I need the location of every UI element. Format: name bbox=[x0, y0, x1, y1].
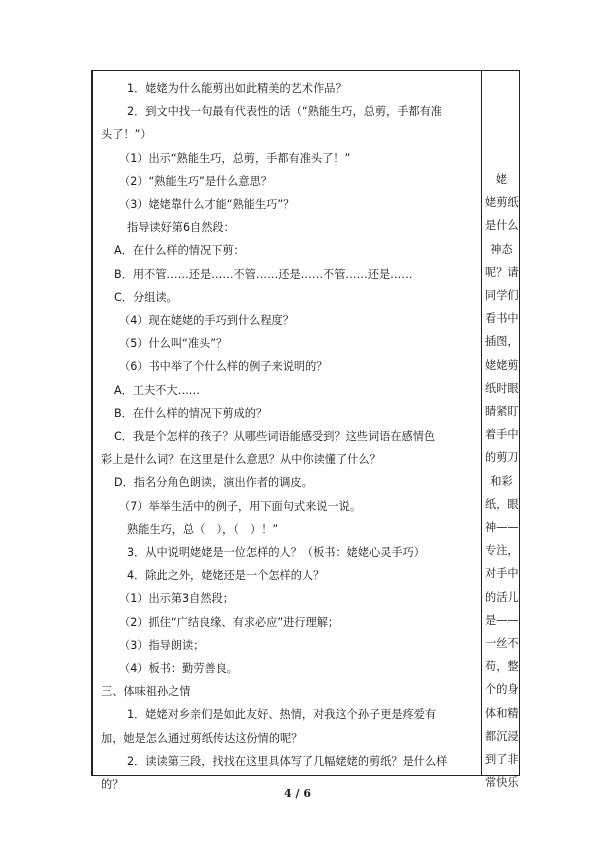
content-line: C．我是个怎样的孩子？从哪些词语能感受到？这些词语在感情色 bbox=[114, 430, 436, 444]
side-note-line: 姥 bbox=[495, 173, 508, 186]
content-line: （3）指导朗读； bbox=[119, 638, 205, 652]
side-note-line: 神—— bbox=[485, 521, 519, 535]
content-line: B．用不管……还是……不管……还是……不管……还是…… bbox=[114, 267, 413, 281]
content-line: 加，她是怎么通过剪纸传达这份情的呢？ bbox=[101, 731, 303, 745]
side-note-line: 姥剪纸 bbox=[485, 196, 519, 210]
side-note-line: 体和精 bbox=[485, 706, 519, 720]
side-note-line: 都沉浸 bbox=[485, 729, 519, 743]
side-note-line: 插图， bbox=[485, 335, 519, 349]
content-line: B．在什么样的情况下剪成的？ bbox=[114, 406, 268, 420]
content-line: 1．姥姥为什么能剪出如此精美的艺术作品？ bbox=[127, 82, 347, 95]
content-line: （2）抓住“广结良缘、有求必应”进行理解； bbox=[119, 615, 340, 629]
side-note-line: 苟，整 bbox=[485, 660, 519, 674]
content-line: C．分组读。 bbox=[114, 290, 178, 304]
content-line: （3）姥姥靠什么才能“熟能生巧”？ bbox=[119, 198, 295, 212]
content-line: 2．读读第三段，找找在这里具体写了几幅姥姥的剪纸？是什么样 bbox=[127, 754, 448, 768]
content-line: （5）什么叫“准头”？ bbox=[119, 337, 228, 351]
content-line: 彩上是什么词？在这里是什么意思？从中你读懂了什么？ bbox=[101, 453, 381, 467]
content-line: D．指名分角色朗读，演出作者的调皮。 bbox=[114, 476, 313, 490]
content-line: A．在什么样的情况下剪： bbox=[114, 244, 245, 258]
side-note-line: 睛紧盯 bbox=[485, 405, 519, 419]
content-line: （6）书中举了个什么样的例子来说明的？ bbox=[119, 360, 328, 374]
side-note-line: 的剪刀 bbox=[485, 451, 519, 465]
content-line: （4）板书：勤劳善良。 bbox=[119, 662, 238, 676]
side-note-line: 神态 bbox=[490, 242, 513, 256]
column-divider bbox=[481, 70, 482, 776]
content-line: （7）举举生活中的例子，用下面句式来说一说。 bbox=[119, 499, 362, 513]
side-note-line: 常快乐 bbox=[485, 776, 519, 790]
side-note-line: 一丝不 bbox=[485, 637, 519, 651]
content-line: 的？ bbox=[101, 778, 124, 792]
side-note-line: 同学们 bbox=[485, 289, 519, 303]
side-note-line: 呢？请 bbox=[485, 265, 519, 279]
side-notes-column bbox=[485, 168, 518, 794]
side-note-line: 纸，眼 bbox=[485, 497, 519, 511]
content-line: （4）现在姥姥的手巧到什么程度？ bbox=[119, 314, 294, 328]
left-margin-column bbox=[78, 70, 92, 776]
content-line: A．工夫不大…… bbox=[114, 383, 200, 397]
side-note-line: 到了非 bbox=[485, 753, 519, 767]
side-note-line: 看书中 bbox=[485, 312, 519, 326]
content-line: 1．姥姥对乡亲们是如此友好、热情，对我这个孙子更是疼爱有 bbox=[127, 708, 437, 722]
content-line: （2）“熟能生巧”是什么意思？ bbox=[119, 174, 272, 188]
side-note-line: 着手中 bbox=[485, 428, 519, 442]
side-note-line: 和彩 bbox=[490, 474, 513, 488]
content-line: 3．从中说明姥姥是一位怎样的人？（板书：姥姥心灵手巧） bbox=[127, 546, 425, 560]
content-line: 2．到文中找一句最有代表性的话（“熟能生巧，总剪，手都有准 bbox=[127, 105, 442, 119]
lesson-content-column bbox=[101, 77, 473, 796]
content-line: 熟能生巧，总（ ），（ ）！” bbox=[127, 522, 279, 536]
content-line: 指导读好第6自然段： bbox=[127, 221, 235, 235]
content-line: （1）出示“熟能生巧，总剪，手都有准头了！” bbox=[119, 151, 351, 165]
side-note-line: 姥姥剪 bbox=[485, 358, 519, 372]
side-note-line: 专注， bbox=[485, 544, 519, 558]
content-line: 4．除此之外，姥姥还是一个怎样的人？ bbox=[127, 569, 325, 583]
side-note-line: 是—— bbox=[485, 613, 519, 627]
side-note-line: 纸时眼 bbox=[485, 381, 519, 395]
content-line: 头了！”） bbox=[101, 128, 152, 142]
side-note-line: 对手中 bbox=[485, 567, 519, 581]
side-note-line: 的活儿 bbox=[485, 590, 519, 604]
content-line: （1）出示第3自然段； bbox=[119, 592, 234, 606]
side-note-line: 是什么 bbox=[485, 219, 519, 233]
content-line: 三、体味祖孙之情 bbox=[101, 685, 191, 699]
side-note-line: 个的身 bbox=[485, 683, 519, 697]
page-number: 4 / 6 bbox=[284, 787, 311, 800]
